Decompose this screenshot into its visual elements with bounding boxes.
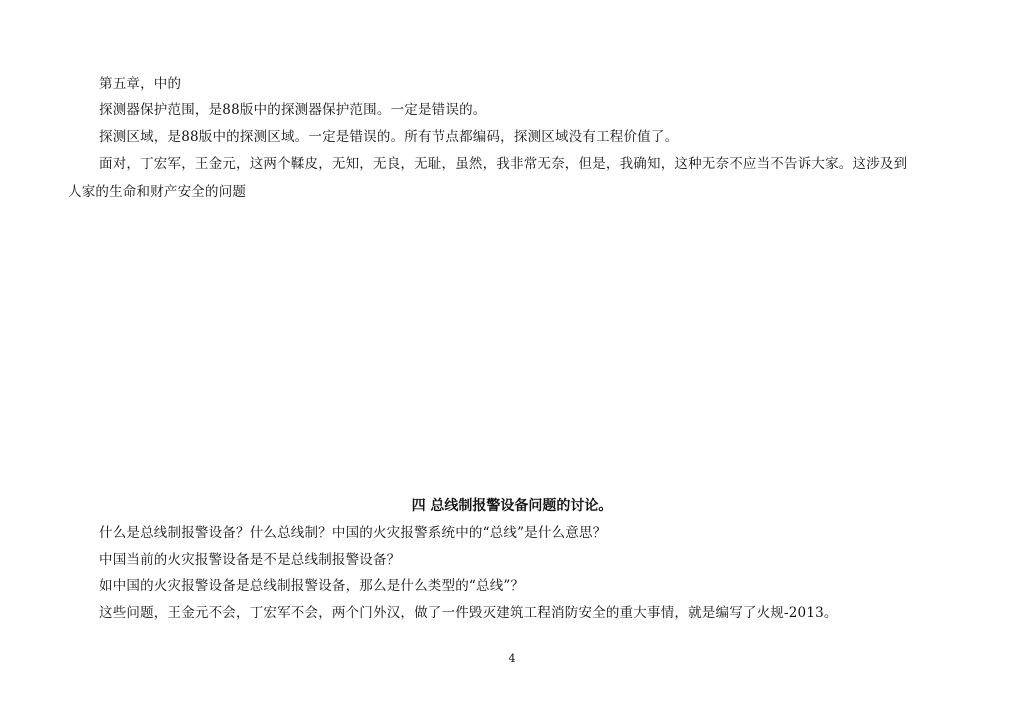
paragraph-line: 探测器保护范围，是88版中的探测器保护范围。一定是错误的。 [99,102,487,118]
paragraph-line: 第五章，中的 [99,76,182,92]
paragraph-line: 什么是总线制报警设备？什么总线制？中国的火灾报警系统中的“总线”是什么意思？ [99,525,607,541]
paragraph-line: 中国当前的火灾报警设备是不是总线制报警设备？ [99,552,401,568]
paragraph-line: 面对，丁宏军，王金元，这两个鞣皮，无知，无良，无耻，虽然，我非常无奈，但是，我确知，这种无奈不应当不告诉大家。这涉及到 [99,156,908,172]
paragraph-line: 探测区域，是88版中的探测区域。一定是错误的。所有节点都编码，探测区域没有工程价值了。 [99,129,679,145]
paragraph-line: 如中国的火灾报警设备是总线制报警设备，那么是什么类型的“总线”？ [99,578,525,594]
paragraph-line: 人家的生命和财产安全的问题 [68,184,247,200]
section-heading: 四 总线制报警设备问题的讨论。 [411,498,613,514]
paragraph-line: 这些问题，王金元不会，丁宏军不会，两个门外汉，做了一件毁灭建筑工程消防安全的重大事情，就是编写了火规-2013。 [99,605,838,621]
page-number: 4 [508,652,516,665]
